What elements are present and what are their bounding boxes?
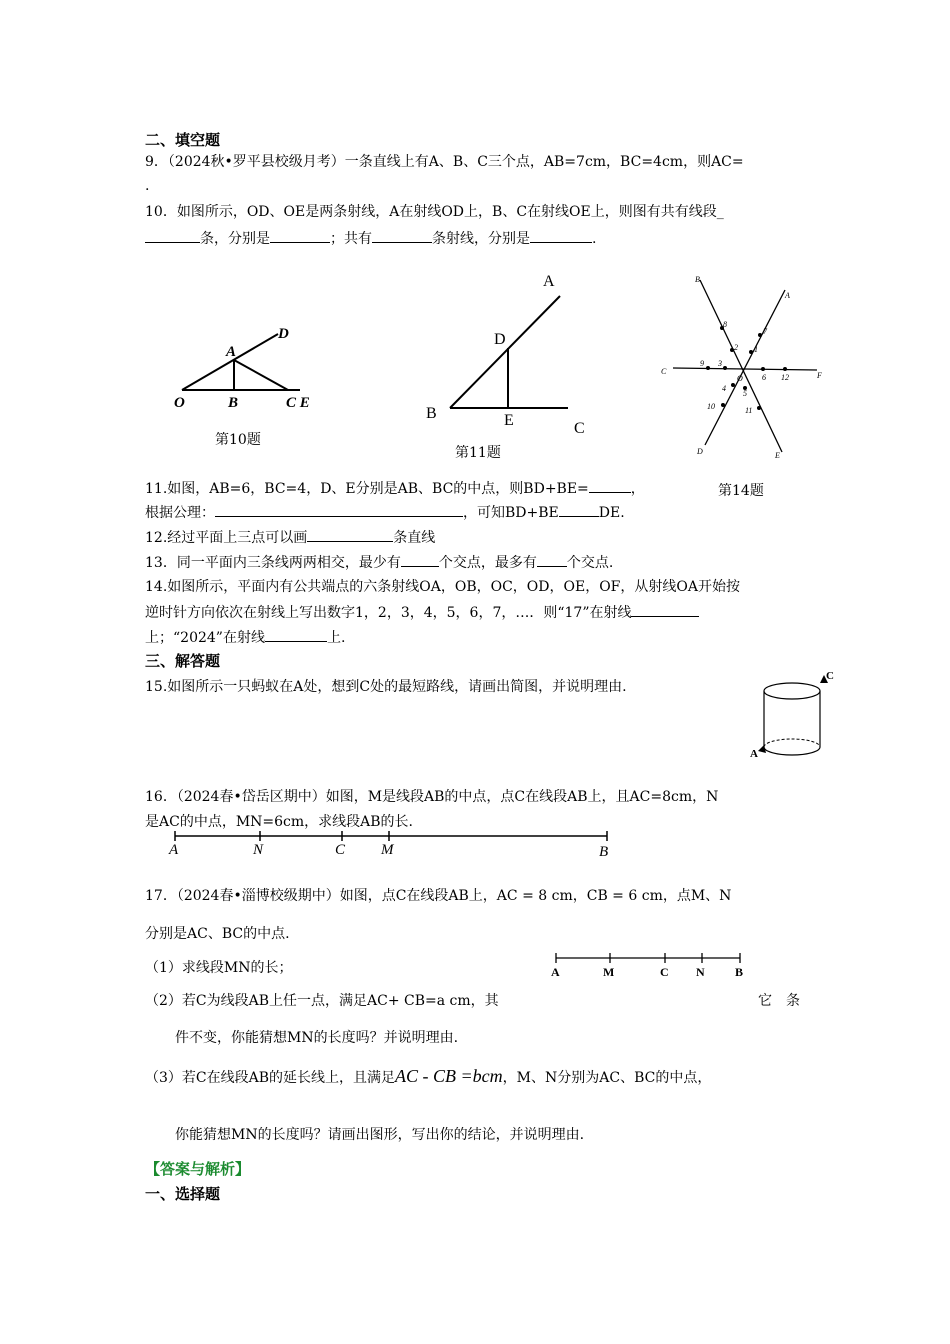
cylinder-label-a: A	[750, 748, 758, 760]
question-16-line2: 是AC的中点，MN=6cm，求线段AB的长.	[145, 814, 414, 830]
q16-label-m: M	[381, 842, 394, 858]
answer-title: 【答案与解析】	[145, 1160, 251, 1178]
question-11-line1: 11.如图，AB=6，BC=4，D、E分别是AB、BC的中点，则BD+BE= ，	[145, 478, 645, 499]
question-15: 15.如图所示一只蚂蚁在A处，想到C处的最短路线，请画出简图，并说明理由.	[145, 679, 627, 695]
fig14-num-3: 3	[718, 359, 722, 368]
question-16-line1: 16．（2024春•岱岳区期中）如图，M是线段AB的中点，点C在线段AB上，且AC=8cm，N	[145, 789, 719, 805]
fig11-label-d: D	[494, 331, 506, 348]
fig10-label-o: O	[174, 395, 185, 411]
q16-label-n: N	[253, 842, 264, 858]
q16-label-c: C	[335, 842, 346, 858]
question-17-part1: （1）求线段MN的长；	[145, 960, 293, 976]
fig11-label-e: E	[504, 412, 514, 429]
q17-label-b: B	[735, 965, 744, 979]
question-9: 9．（2024秋•罗平县校级月考）一条直线上有A、B、C三个点，AB=7cm，BC=4cm，则AC=	[145, 154, 744, 170]
fig10-line-ac	[234, 360, 288, 390]
question-14-line3: 上；“2024”在射线 上.	[145, 627, 345, 648]
question-17-part3: （3）若C在线段AB的延长线上，且满足AC - CB =bcm，M、N分别为AC、BC的中点，	[145, 1066, 712, 1086]
q16-label-b: B	[599, 844, 609, 860]
fig10-label-ce: C E	[286, 395, 310, 411]
q16-segment-figure	[165, 828, 625, 860]
fig14-num-4: 4	[722, 384, 726, 393]
q17-segment-figure	[548, 950, 748, 980]
fig14-label-e: E	[775, 451, 780, 460]
question-17-line2: 分别是AC、BC的中点.	[145, 926, 290, 942]
fig14-num-2: 2	[734, 343, 738, 352]
question-14-line1: 14.如图所示，平面内有公共端点的六条射线OA，OB，OC，OD，OE，OF，从射线OA开始按	[145, 579, 740, 595]
section-title-solve: 三、解答题	[145, 652, 221, 670]
fig14-num-9: 9	[700, 359, 704, 368]
question-10-line1: 10．如图所示，OD、OE是两条射线，A在射线OD上，B、C在射线OE上，则图有共有线段_	[145, 204, 724, 220]
question-10-line2: 条，分别是 ；共有 条射线，分别是 .	[145, 228, 596, 249]
section-title-fill-in: 二、填空题	[145, 131, 221, 149]
fig11-caption: 第11题	[455, 445, 501, 461]
fig14-caption: 第14题	[718, 483, 764, 499]
fig10-label-d: D	[278, 326, 289, 342]
cylinder-figure	[748, 665, 838, 765]
question-12: 12.经过平面上三点可以画 条直线	[145, 527, 435, 548]
fig14-num-5: 5	[743, 389, 747, 398]
figure-14	[655, 270, 830, 465]
fig14-line-be	[700, 280, 782, 452]
question-9-end: .	[145, 178, 150, 194]
fig10-line-od	[182, 334, 278, 390]
fig11-label-b: B	[426, 405, 437, 422]
q17-label-n: N	[696, 965, 705, 979]
fig11-label-c: C	[574, 420, 585, 437]
question-17-part3-cont: 你能猜想MN的长度吗？请画出图形，写出你的结论，并说明理由.	[175, 1127, 585, 1143]
q17-equation: AC - CB =bcm	[395, 1066, 503, 1086]
fig14-label-a: A	[785, 291, 790, 300]
fig14-num-10: 10	[707, 402, 715, 411]
fig14-num-11: 11	[745, 406, 753, 415]
fig10-label-a: A	[226, 344, 237, 360]
fig14-num-6: 6	[762, 373, 766, 382]
question-17-part2: （2）若C为线段AB上任一点，满足AC+ CB=a cm，其	[145, 993, 499, 1009]
section-title-choice: 一、选择题	[145, 1185, 221, 1203]
question-17-part2-cont: 件不变，你能猜想MN的长度吗？并说明理由.	[175, 1030, 459, 1046]
question-17-part2-tail: 它 条	[758, 993, 800, 1009]
figure-11	[420, 268, 600, 468]
fig14-num-12: 12	[781, 373, 789, 382]
fig14-line-ad	[705, 290, 785, 445]
fig11-label-a: A	[543, 273, 555, 290]
fig10-caption: 第10题	[215, 432, 261, 448]
fig11-line-ba	[450, 296, 560, 408]
fig14-label-c: C	[661, 367, 667, 376]
cylinder-label-c: C	[826, 670, 834, 682]
fig14-label-d: D	[697, 447, 703, 456]
fig10-label-b: B	[228, 395, 239, 411]
question-14-line2: 逆时针方向依次在射线上写出数字1，2，3，4，5，6，7，…．则“17”在射线	[145, 602, 699, 623]
fig14-label-f: F	[817, 371, 822, 380]
fig14-num-7: 7	[763, 327, 767, 336]
q17-label-a: A	[551, 965, 560, 979]
fig14-label-b: B	[695, 275, 700, 284]
question-13: 13．同一平面内三条线两两相交，最少有 个交点，最多有 个交点.	[145, 552, 613, 573]
question-17-line1: 17．（2024春•淄博校级期中）如图，点C在线段AB上，AC = 8 cm，CB = 6 cm，点M、N	[145, 888, 732, 904]
question-11-line2: 根据公理： ，可知BD+BE DE.	[145, 502, 625, 523]
q16-label-a: A	[169, 842, 179, 858]
fig14-num-1: 1	[754, 345, 758, 354]
figure-10	[170, 320, 320, 420]
q17-label-m: M	[603, 965, 615, 979]
fig14-label-o: O	[737, 374, 743, 383]
fig14-num-8: 8	[723, 320, 727, 329]
q17-label-c: C	[660, 965, 669, 979]
